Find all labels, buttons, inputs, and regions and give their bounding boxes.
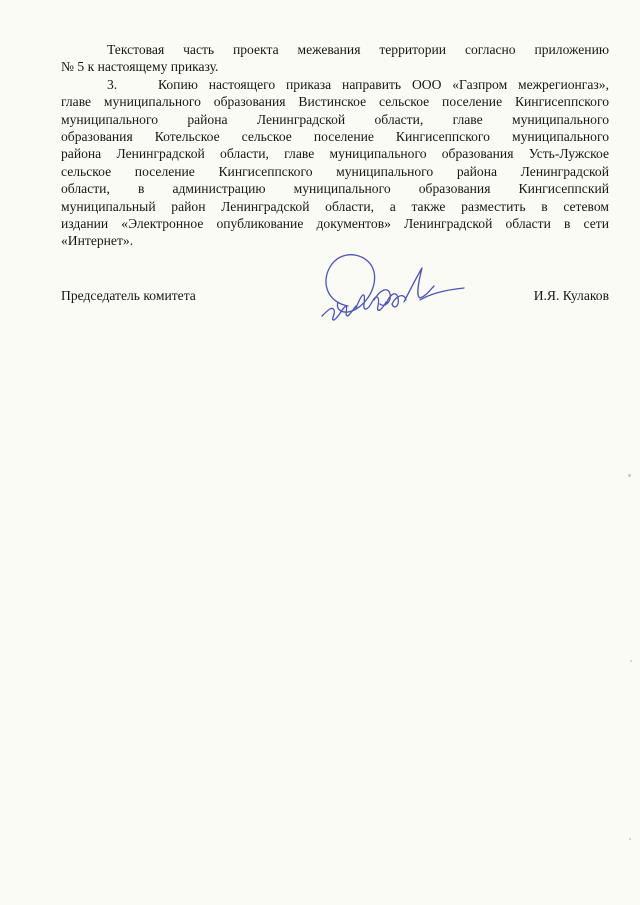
paragraph-line: образования Котельское сельское поселение Кингисеппского муниципального [61,129,609,145]
paragraph-line: области, в администрацию муниципального образования Кингисеппский [61,181,609,197]
paragraph-line: муниципальный район Ленинградской области, а также разместить в сетевом [61,198,609,214]
scan-speck [630,660,632,662]
paragraph-line: № 5 к настоящему приказу. [61,59,219,75]
paragraph-line: муниципального района Ленинградской области, главе муниципального [61,111,609,127]
paragraph-line: «Интернет». [61,233,134,249]
signer-title: Председатель комитета [61,288,196,303]
document-body [61,41,609,250]
paragraph-line: района Ленинградской области, главе муниципального образования Усть-Лужское [61,146,609,162]
paragraph-3 [61,76,609,250]
paragraph-1 [61,41,609,76]
paragraph-line: издании «Электронное опубликование документов» Ленинградской области в сети [61,216,609,232]
paragraph-line: сельское поселение Кингисеппского муниципального района Ленинградской [61,163,609,179]
signer-name: И.Я. Кулаков [533,288,609,303]
handwritten-signature [318,250,468,335]
paragraph-line-text: Копию настоящего приказа направить ООО «Газпром межрегионгаз», [158,76,609,92]
paragraph-line-first [61,76,609,93]
scan-speck [629,838,631,840]
paragraph-line: главе муниципального образования Вистинское сельское поселение Кингисеппского [61,94,609,110]
scan-speck [628,474,631,477]
paragraph-line: Текстовая часть проекта межевания территории согласно приложению [107,42,609,57]
paragraph-number: 3. [107,76,118,92]
